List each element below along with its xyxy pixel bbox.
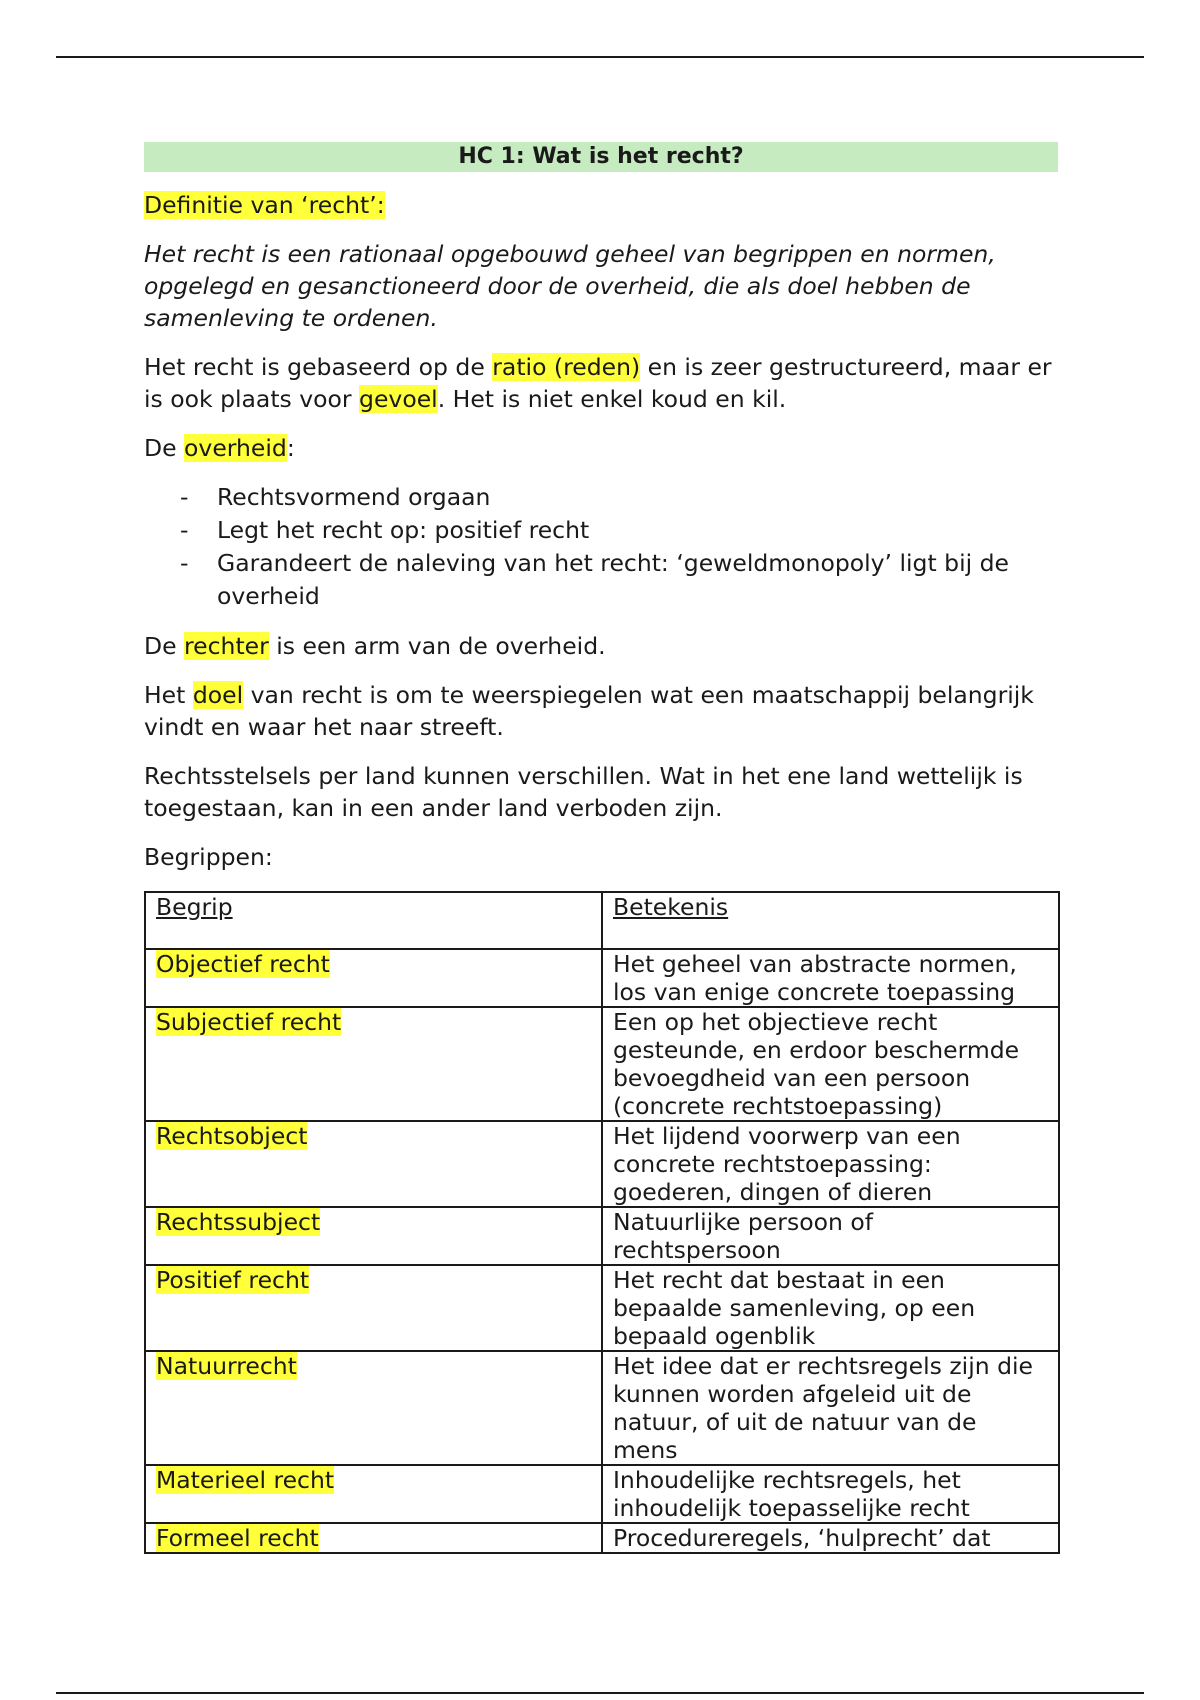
list-item-text: Garandeert de naleving van het recht: ‘geweldmonopoly’ ligt bij de overheid [217,549,1009,610]
highlight-ratio: ratio (reden) [492,353,641,381]
bullet-dash: - [180,549,189,577]
table-row [145,1121,1059,1207]
text-run: en is zeer gestructureerd, maar er is ook plaats voor [144,353,1052,413]
document-body [144,142,1058,1554]
meaning-cell: Het lijdend voorwerp van een concrete rechtstoepassing: goederen, dingen of dieren [602,1121,1059,1207]
page-bottom-rule [56,1692,1144,1694]
term-cell [145,1465,602,1523]
text-run: Het [144,681,193,709]
paragraph-begrippen: Begrippen: [144,843,273,871]
bullet-dash: - [180,483,189,511]
term-highlight: Formeel recht [156,1524,319,1552]
paragraph-rechtsstelsels: Rechtsstelsels per land kunnen verschillen. Wat in het ene land wettelijk is toegestaan, kan in een ander land verboden zijn. [144,762,1023,822]
list-item-text: Legt het recht op: positief recht [217,516,590,544]
page-top-rule [56,56,1144,58]
paragraph-doel [144,679,1058,743]
definition-heading-highlight: Definitie van ‘recht’: [144,191,385,219]
list-item [144,514,1058,547]
header-begrip: Begrip [156,893,233,921]
meaning-cell: Een op het objectieve recht gesteunde, en erdoor beschermde bevoegdheid van een persoon (concrete rechtstoepassing) [602,1007,1059,1121]
meaning-cell: Het idee dat er rechtsregels zijn die kunnen worden afgeleid uit de natuur, of uit de natuur van de mens [602,1351,1059,1465]
table-row [145,1207,1059,1265]
highlight-gevoel: gevoel [359,385,438,413]
term-cell [145,949,602,1007]
table-row [145,1523,1059,1553]
text-run: De [144,632,185,660]
meaning-cell: Inhoudelijke rechtsregels, het inhoudelijk toepasselijke recht [602,1465,1059,1523]
table-row [145,949,1059,1007]
paragraph-rechter [144,630,1058,662]
term-cell [145,1007,602,1121]
text-run: van recht is om te weerspiegelen wat een maatschappij belangrijk vindt en waar het naar streeft. [144,681,1034,741]
highlight-doel: doel [192,681,244,709]
list-item-text: Rechtsvormend orgaan [217,483,491,511]
term-cell [145,1265,602,1351]
table-row [145,1265,1059,1351]
term-cell [145,1351,602,1465]
overheid-bullet-list [144,481,1058,613]
text-run: De [144,434,185,462]
bullet-dash: - [180,516,189,544]
table-header-cell [602,892,1059,949]
paragraph-overheid [144,432,1058,464]
term-highlight: Natuurrecht [156,1352,297,1380]
meaning-cell: Het recht dat bestaat in een bepaalde samenleving, op een bepaald ogenblik [602,1265,1059,1351]
highlight-rechter: rechter [184,632,269,660]
term-highlight: Objectief recht [156,950,330,978]
term-cell [145,1523,602,1553]
list-item [144,481,1058,514]
term-highlight: Subjectief recht [156,1008,342,1036]
paragraph-ratio [144,351,1058,415]
term-highlight: Rechtssubject [156,1208,321,1236]
table-header-row [145,892,1059,949]
text-run: Het recht is gebaseerd op de [144,353,493,381]
definition-heading [144,189,1058,221]
terms-table [144,891,1060,1554]
text-run: is een arm van de overheid. [268,632,606,660]
meaning-cell: Natuurlijke persoon of rechtspersoon [602,1207,1059,1265]
term-cell [145,1121,602,1207]
page-title: HC 1: Wat is het recht? [144,142,1058,172]
table-row [145,1465,1059,1523]
list-item [144,547,1058,613]
text-run: : [286,434,295,462]
highlight-overheid: overheid [184,434,287,462]
header-betekenis: Betekenis [613,893,729,921]
text-run: . Het is niet enkel koud en kil. [437,385,787,413]
meaning-cell: Procedureregels, ‘hulprecht’ dat [602,1523,1059,1553]
meaning-cell: Het geheel van abstracte normen, los van enige concrete toepassing [602,949,1059,1007]
term-highlight: Rechtsobject [156,1122,308,1150]
table-row [145,1007,1059,1121]
term-cell [145,1207,602,1265]
table-row [145,1351,1059,1465]
term-highlight: Positief recht [156,1266,310,1294]
table-header-cell [145,892,602,949]
definition-text: Het recht is een rationaal opgebouwd geheel van begrippen en normen, opgelegd en gesanctioneerd door de overheid, die als doel hebben de samenleving te ordenen. [144,240,996,332]
term-highlight: Materieel recht [156,1466,335,1494]
